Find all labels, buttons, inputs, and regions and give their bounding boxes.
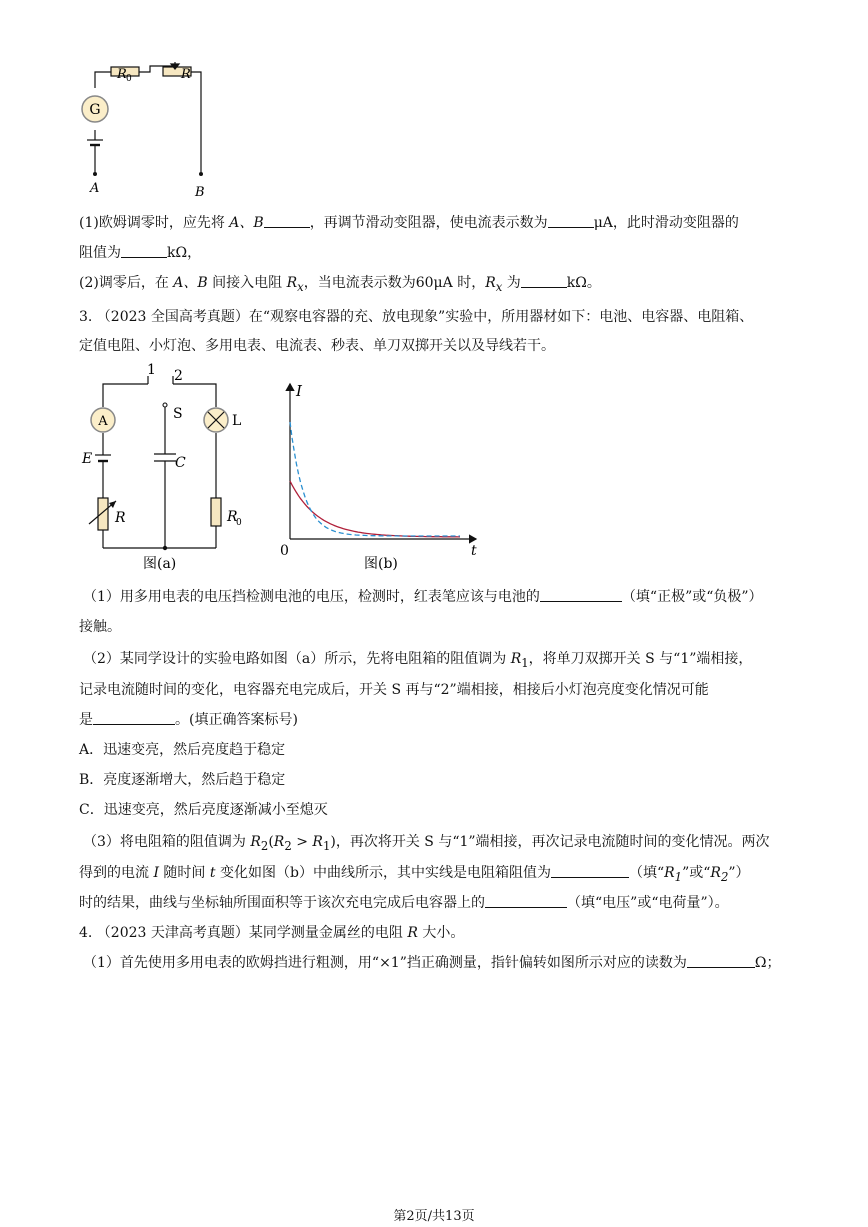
q3-s3-line1 — [83, 832, 770, 856]
text: I — [153, 865, 159, 881]
svg-text:R: R — [115, 510, 126, 526]
q4-intro-line — [79, 923, 464, 943]
fixed-resistor-icon — [211, 498, 221, 526]
answer-blank[interactable] — [93, 710, 175, 725]
svg-text:C: C — [175, 455, 186, 471]
q2-part1-cont-line — [79, 243, 201, 263]
text: （填“正极”或“负极”） — [621, 589, 763, 605]
svg-text:I: I — [296, 382, 302, 400]
text: R — [485, 275, 496, 291]
text: ( — [268, 834, 274, 850]
answer-blank[interactable] — [548, 213, 594, 228]
svg-text:0: 0 — [126, 74, 132, 84]
text: > — [291, 834, 313, 850]
q3-s1-line — [83, 587, 763, 607]
svg-text:2: 2 — [174, 368, 183, 384]
text: 得到的电流 — [79, 865, 154, 881]
svg-text:R: R — [227, 509, 238, 525]
text: R — [664, 865, 675, 881]
text: 1 — [322, 838, 331, 853]
text: ”） — [728, 865, 750, 881]
text: ，将单刀双掷开关 S 与“1”端相接， — [528, 651, 753, 667]
text: 2 — [284, 838, 292, 853]
text: t — [209, 865, 216, 881]
solid-curve — [290, 481, 460, 537]
answer-blank[interactable] — [485, 893, 567, 908]
q3-intro-line1: 3. （2023 全国高考真题）在“观察电容器的充、放电现象”实验中，所用器材如下：电池、电容器、电阻箱、 — [79, 309, 754, 325]
answer-blank[interactable] — [121, 243, 167, 258]
page-footer: 第2页/共13页 — [393, 1209, 475, 1224]
q3-intro-line2: 定值电阻、小灯泡、多用电表、电流表、秒表、单刀双掷开关以及导线若干。 — [79, 338, 555, 354]
text: R — [407, 925, 418, 941]
svg-text:S: S — [173, 406, 183, 422]
ohmmeter-circuit-figure — [75, 62, 225, 200]
text: 阻值为 — [79, 245, 121, 261]
text: ，当电流表示数为60μA 时， — [303, 275, 486, 291]
text: （3）将电阻箱的阻值调为 — [83, 834, 251, 850]
dashed-curve — [290, 422, 460, 536]
text: ”或“ — [682, 865, 711, 881]
figure-a-circuit — [78, 362, 258, 574]
answer-blank[interactable] — [551, 863, 629, 878]
text: 随时间 — [158, 865, 210, 881]
text: 为 — [502, 275, 521, 291]
text: 大小。 — [417, 925, 465, 941]
q3-s3-line2 — [79, 863, 750, 887]
text: 间接入电阻 — [207, 275, 287, 291]
q2-part2-line — [79, 273, 601, 297]
option-c: C．迅速变亮，然后亮度逐渐减小至熄灭 — [79, 802, 328, 818]
text: 时的结果，曲线与坐标轴所围面积等于该次充电完成后电容器上的 — [79, 895, 485, 911]
text: Ω； — [754, 955, 781, 971]
svg-text:1: 1 — [147, 362, 156, 378]
variable-resistor-icon — [89, 498, 116, 530]
figure-b-graph — [276, 378, 486, 574]
text: 4. （2023 天津高考真题）某同学测量金属丝的电阻 — [79, 925, 408, 941]
text: 变化如图（b）中曲线所示，其中实线是电阻箱阻值为 — [215, 865, 551, 881]
q3-s3-line3 — [79, 893, 729, 913]
q4-s1-line — [83, 953, 780, 973]
text: R — [312, 834, 323, 850]
q3-s2-line3 — [79, 710, 298, 730]
text: A、B — [229, 215, 264, 231]
text: (2)调零后，在 — [79, 275, 174, 291]
text: R — [250, 834, 261, 850]
text: x — [297, 279, 304, 294]
text: R — [510, 651, 522, 667]
answer-blank[interactable] — [687, 953, 755, 968]
text: 是 — [79, 712, 93, 728]
text: （1）首先使用多用电表的欧姆挡进行粗测，用“×1”挡正确测量，指针偏转如图所示对应的读数为 — [83, 955, 687, 971]
svg-text:L: L — [232, 413, 242, 429]
q3-s1-cont-line: 接触。 — [79, 619, 121, 635]
text: kΩ。 — [566, 275, 601, 291]
svg-text:R: R — [181, 67, 191, 82]
svg-text:A: A — [98, 414, 108, 429]
text: （填“电压”或“电荷量”）。 — [567, 895, 729, 911]
text: （2）某同学设计的实验电路如图（a）所示，先将电阻箱的阻值调为 — [83, 651, 511, 667]
q3-s2-line1 — [83, 649, 752, 673]
svg-text:图(b): 图(b) — [364, 556, 398, 572]
svg-text:0: 0 — [280, 543, 289, 559]
text: x — [495, 279, 503, 294]
text: R — [286, 275, 298, 291]
q2-part1-line — [79, 213, 739, 233]
q3-s2-line2: 记录电流随时间的变化，电容器充电完成后，开关 S 再与“2”端相接，相接后小灯泡亮度变化情况可能 — [79, 682, 709, 698]
svg-text:B: B — [195, 185, 205, 200]
text: R — [710, 865, 721, 881]
text: 2 — [720, 869, 729, 884]
text: ，再调节滑动变阻器，使电流表示数为 — [309, 215, 548, 231]
option-a: A．迅速变亮，然后亮度趋于稳定 — [79, 742, 286, 758]
text: )，再次将开关 S 与“1”端相接，再次记录电流随时间的变化情况。两次 — [330, 834, 770, 850]
answer-blank[interactable] — [264, 213, 310, 228]
text: 1 — [674, 869, 683, 884]
text: R — [273, 834, 285, 850]
lamp-icon — [204, 408, 228, 432]
svg-text:R: R — [117, 67, 127, 82]
answer-blank[interactable] — [521, 273, 567, 288]
text: （填“ — [628, 865, 665, 881]
svg-text:0: 0 — [236, 518, 242, 528]
text: kΩ， — [167, 245, 202, 261]
text: 2 — [260, 838, 269, 853]
text: A、B — [173, 275, 208, 291]
answer-blank[interactable] — [540, 587, 622, 602]
svg-text:G: G — [89, 102, 101, 118]
text: μA，此时滑动变阻器的 — [593, 215, 739, 231]
text: 。(填正确答案标号) — [175, 712, 298, 728]
option-b: B．亮度逐渐增大，然后趋于稳定 — [79, 772, 286, 788]
text: （1）用多用电表的电压挡检测电池的电压，检测时，红表笔应该与电池的 — [83, 589, 540, 605]
svg-text:t: t — [471, 543, 477, 559]
svg-text:图(a): 图(a) — [143, 556, 177, 572]
text: 1 — [521, 655, 529, 670]
svg-text:A: A — [90, 181, 100, 196]
text: (1)欧姆调零时，应先将 — [79, 215, 230, 231]
svg-text:E: E — [82, 451, 93, 467]
